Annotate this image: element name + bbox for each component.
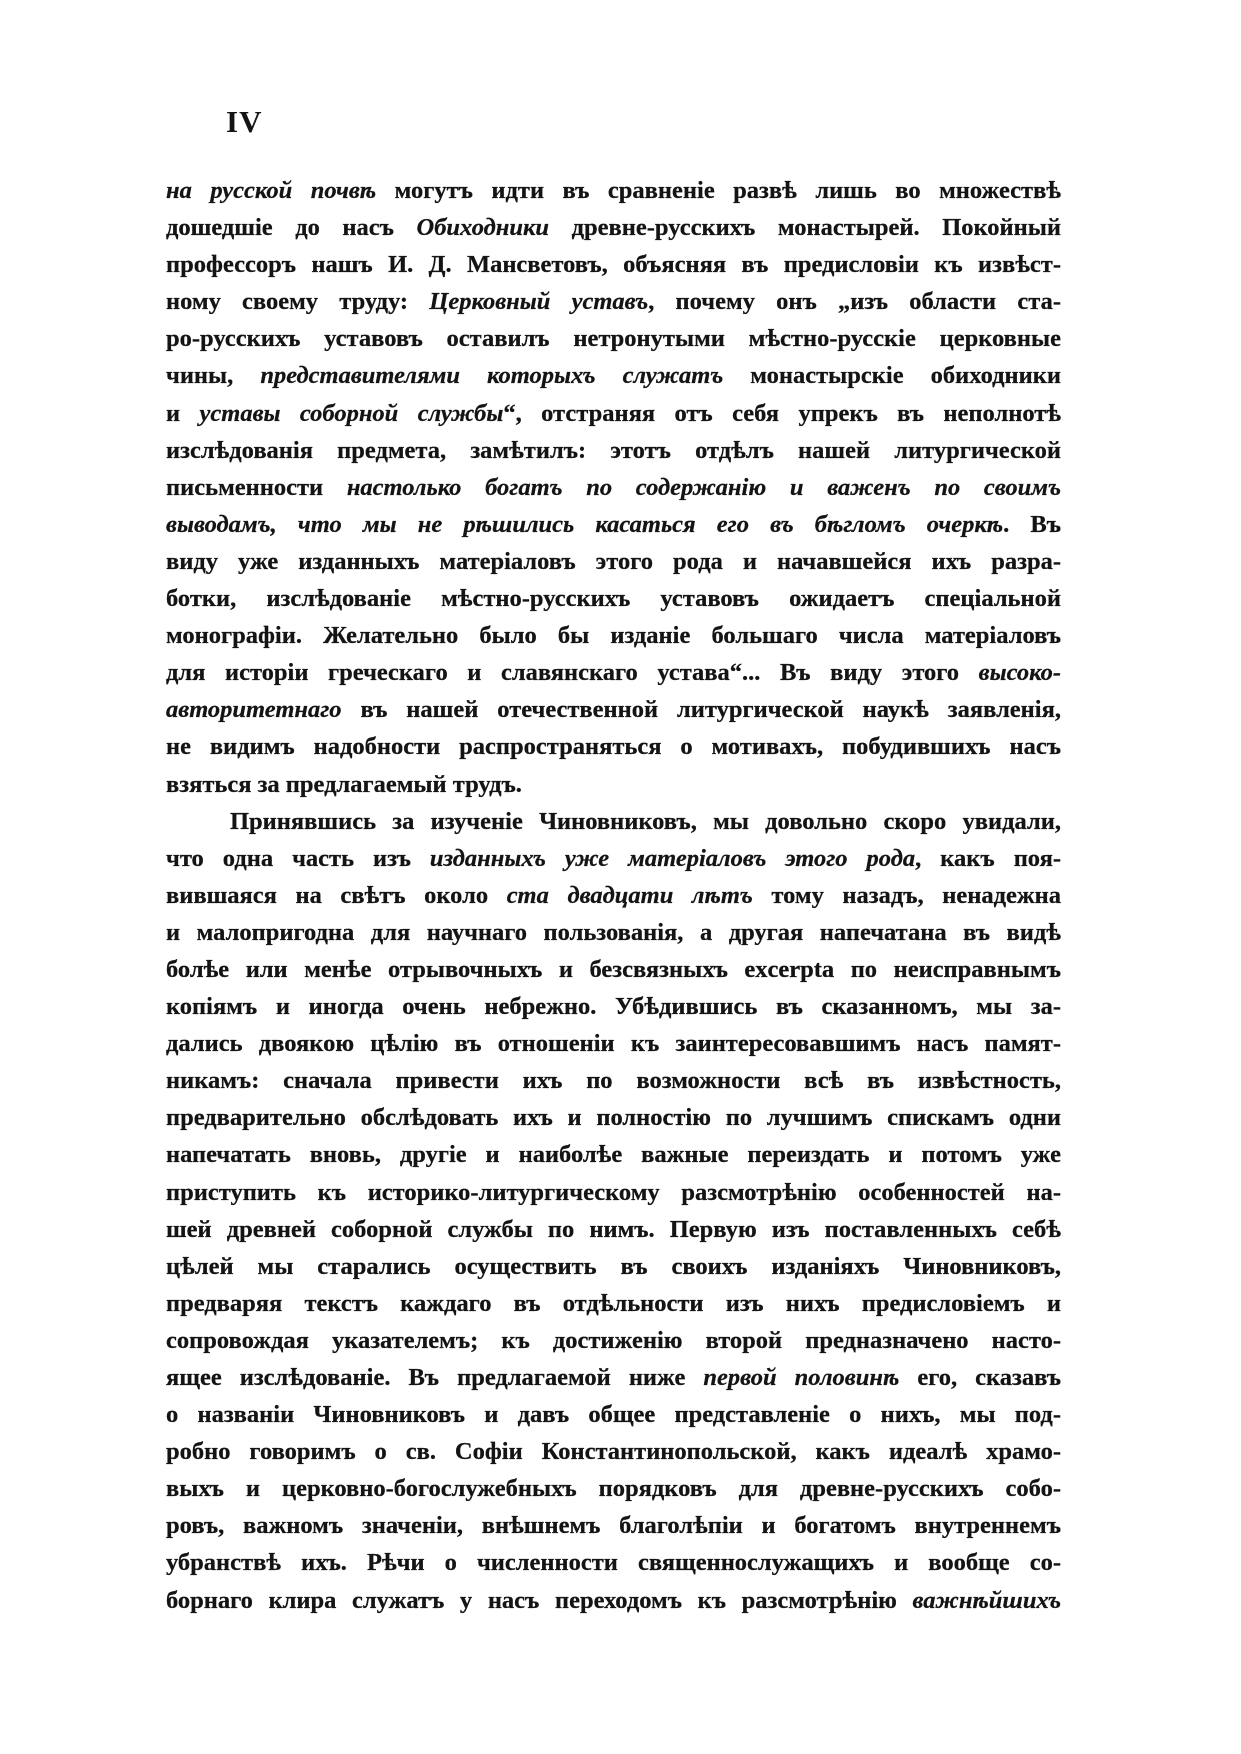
text-line bbox=[166, 728, 1061, 765]
text-run: робно говоримъ о св. Софіи Константинопольской, какъ идеалѣ храмо- bbox=[166, 1438, 1061, 1466]
italic-phrase: уставы соборной службы bbox=[199, 399, 504, 427]
text-line bbox=[166, 877, 1061, 914]
text-run: ровъ, важномъ значеніи, внѣшнемъ благолѣпіи и богатомъ внутреннемъ bbox=[166, 1512, 1061, 1540]
text-line bbox=[166, 543, 1061, 580]
text-run: въ нашей отечественной литургической наукѣ заявленія, bbox=[341, 696, 1061, 724]
text-run: ному своему труду: bbox=[166, 288, 430, 316]
text-line bbox=[166, 1285, 1061, 1322]
text-line bbox=[166, 988, 1061, 1025]
text-line bbox=[166, 951, 1061, 988]
text-run: древне-русскихъ монастырей. Покойный bbox=[549, 214, 1061, 242]
text-line bbox=[166, 1174, 1061, 1211]
text-line bbox=[166, 1470, 1061, 1507]
text-run: предваряя текстъ каждаго въ отдѣльности изъ нихъ предисловіемъ и bbox=[166, 1289, 1061, 1317]
text-line bbox=[166, 1396, 1061, 1433]
italic-phrase: представителями которыхъ служатъ bbox=[260, 362, 724, 390]
italic-phrase: авторитетнаго bbox=[166, 696, 342, 724]
text-run: . Въ bbox=[1003, 510, 1061, 538]
italic-phrase: высоко- bbox=[978, 659, 1061, 687]
text-run: , какъ поя- bbox=[915, 844, 1062, 872]
italic-phrase: выводамъ, что мы не рѣшились касаться его въ бѣгломъ очеркѣ bbox=[166, 510, 1004, 538]
text-line bbox=[166, 1322, 1061, 1359]
text-run: убранствѣ ихъ. Рѣчи о численности священнослужащихъ и вообще со- bbox=[166, 1549, 1061, 1577]
italic-phrase: Церковный уставъ bbox=[429, 288, 649, 316]
text-run: сопровождая указателемъ; къ достиженію второй предназначено насто- bbox=[166, 1326, 1061, 1354]
text-run: чины, bbox=[166, 362, 261, 390]
text-run: письменности bbox=[166, 473, 347, 501]
text-line bbox=[166, 395, 1061, 432]
text-line bbox=[166, 1211, 1061, 1248]
text-line bbox=[166, 1359, 1061, 1396]
text-run: для исторіи греческаго и славянскаго устава“... Въ виду этого bbox=[166, 659, 979, 687]
italic-phrase: важнѣйшихъ bbox=[912, 1586, 1061, 1614]
text-line bbox=[166, 1025, 1061, 1062]
text-run: не видимъ надобности распространяться о мотивахъ, побудившихъ насъ bbox=[166, 733, 1061, 761]
italic-phrase: ста двадцати лѣтъ bbox=[506, 881, 753, 909]
text-line bbox=[166, 1248, 1061, 1285]
text-line bbox=[166, 357, 1061, 394]
text-line bbox=[166, 1582, 1061, 1619]
text-line bbox=[166, 914, 1061, 951]
text-run: “, отстраняя отъ себя упрекъ въ неполнотѣ bbox=[503, 399, 1061, 427]
italic-phrase: настолько богатъ по содержанію и важенъ по своимъ bbox=[346, 473, 1061, 501]
text-line bbox=[166, 1433, 1061, 1470]
text-line bbox=[166, 469, 1061, 506]
italic-phrase: Обиходники bbox=[416, 214, 550, 242]
page-number: IV bbox=[226, 104, 263, 139]
text-run: дошедшіе до насъ bbox=[166, 214, 417, 242]
text-run: виду уже изданныхъ матеріаловъ этого рода и начавшейся ихъ разра- bbox=[166, 547, 1061, 575]
text-run: изслѣдованія предмета, замѣтилъ: этотъ отдѣлъ нашей литургической bbox=[166, 436, 1061, 464]
text-run: никамъ: сначала привести ихъ по возможности всѣ въ извѣстность, bbox=[166, 1067, 1061, 1095]
text-line bbox=[166, 1062, 1061, 1099]
text-run: тому назадъ, ненадежна bbox=[752, 881, 1062, 909]
text-line bbox=[166, 432, 1061, 469]
text-line bbox=[166, 1136, 1061, 1173]
text-run: болѣе или менѣе отрывочныхъ и безсвязныхъ excerpta по неисправнымъ bbox=[166, 955, 1061, 983]
text-line bbox=[166, 654, 1061, 691]
text-run: приступить къ историко-литургическому разсмотрѣнію особенностей на- bbox=[166, 1178, 1061, 1206]
text-run: Принявшись за изученіе Чиновниковъ, мы довольно скоро увидали, bbox=[230, 807, 1061, 835]
text-run: монографіи. Желательно было бы изданіе большаго числа матеріаловъ bbox=[166, 622, 1061, 650]
text-line bbox=[166, 172, 1061, 209]
text-run: борнаго клира служатъ у насъ переходомъ къ разсмотрѣнію bbox=[166, 1586, 913, 1614]
text-line bbox=[166, 840, 1061, 877]
text-run: что одна часть изъ bbox=[166, 844, 430, 872]
italic-phrase: изданныхъ уже матеріаловъ этого рода bbox=[429, 844, 916, 872]
text-line bbox=[166, 1507, 1061, 1544]
text-run: монастырскіе обиходники bbox=[723, 362, 1061, 390]
text-run: шей древней соборной службы по нимъ. Первую изъ поставленныхъ себѣ bbox=[166, 1215, 1061, 1243]
text-line bbox=[166, 580, 1061, 617]
text-line bbox=[166, 617, 1061, 654]
text-line bbox=[166, 1099, 1061, 1136]
text-line bbox=[166, 506, 1061, 543]
italic-phrase: первой половинѣ bbox=[703, 1364, 900, 1391]
text-line bbox=[166, 803, 1061, 840]
text-run: о названіи Чиновниковъ и давъ общее представленіе о нихъ, мы под- bbox=[166, 1401, 1061, 1429]
text-run: предварительно обслѣдовать ихъ и полностію по лучшимъ спискамъ одни bbox=[166, 1104, 1061, 1132]
text-run: , почему онъ „изъ области ста- bbox=[648, 288, 1061, 316]
text-line bbox=[166, 320, 1061, 357]
italic-phrase: на русской почвѣ bbox=[166, 177, 377, 204]
text-run: дались двоякою цѣлію въ отношеніи къ заинтересовавшимъ насъ памят- bbox=[166, 1030, 1061, 1058]
text-run: его, сказавъ bbox=[899, 1364, 1061, 1391]
text-run: и bbox=[166, 399, 200, 427]
text-run: выхъ и церковно-богослужебныхъ порядковъ для древне-русскихъ собо- bbox=[166, 1475, 1061, 1503]
text-line bbox=[166, 1544, 1061, 1581]
text-run: могутъ идти въ сравненіе развѣ лишь во множествѣ bbox=[376, 177, 1062, 204]
text-line bbox=[166, 283, 1061, 320]
text-run: ящее изслѣдованіе. Въ предлагаемой ниже bbox=[166, 1364, 704, 1391]
text-line bbox=[166, 691, 1061, 728]
text-run: напечатать вновь, другіе и наиболѣе важные переиздать и потомъ уже bbox=[166, 1141, 1061, 1169]
text-run: взяться за предлагаемый трудъ. bbox=[166, 770, 522, 798]
text-run: ботки, изслѣдованіе мѣстно-русскихъ уставовъ ожидаетъ спеціальной bbox=[166, 585, 1061, 613]
text-run: и малопригодна для научнаго пользованія, а другая напечатана въ видѣ bbox=[166, 918, 1061, 946]
text-run: цѣлей мы старались осуществить въ своихъ изданіяхъ Чиновниковъ, bbox=[166, 1252, 1061, 1280]
text-run: профессоръ нашъ И. Д. Мансветовъ, объясняя въ предисловіи къ извѣст- bbox=[166, 251, 1061, 279]
body-text bbox=[166, 172, 1061, 1619]
text-run: копіямъ и иногда очень небрежно. Убѣдившись въ сказанномъ, мы за- bbox=[166, 993, 1061, 1021]
text-run: вившаяся на свѣтъ около bbox=[166, 881, 507, 909]
text-run: ро-русскихъ уставовъ оставилъ нетронутыми мѣстно-русскіе церковные bbox=[166, 325, 1061, 353]
text-line bbox=[166, 766, 1061, 803]
text-line bbox=[166, 246, 1061, 283]
text-line bbox=[166, 209, 1061, 246]
